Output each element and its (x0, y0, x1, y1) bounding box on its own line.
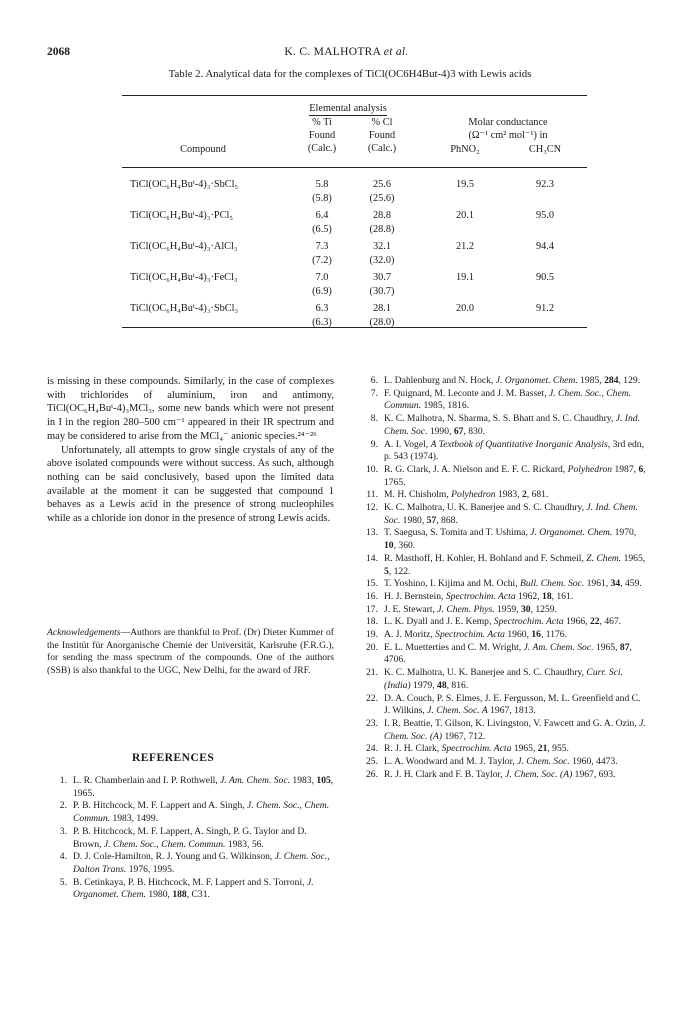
reference-number: 26. (366, 768, 378, 780)
reference-item (358, 464, 648, 489)
phno2-cell: 19.5 (455, 179, 475, 190)
reference-item (47, 877, 334, 902)
reference-item (358, 375, 648, 388)
reference-pages: , 1176. (540, 629, 567, 641)
reference-journal: J. Chem. Soc. (A) (505, 768, 573, 780)
cl-calc-cell: (30.7) (369, 286, 395, 297)
reference-number: 12. (366, 502, 378, 514)
reference-number: 14. (366, 552, 378, 564)
acknowledgements-title: Acknowledgements (47, 627, 121, 638)
reference-pages: , 1765. (384, 463, 646, 488)
reference-pages: , 360. (393, 540, 416, 552)
reference-item (358, 604, 648, 617)
reference-journal: J. Organomet. Chem. (530, 527, 613, 539)
reference-number: 8. (370, 413, 378, 425)
cl-found-cell: 28.8 (372, 210, 392, 221)
reference-year: 1965, (621, 552, 646, 564)
table-row (130, 209, 590, 240)
cl-found-cell: 28.1 (372, 303, 392, 314)
header-ch3cn: CH₃CN (528, 144, 562, 155)
ti-calc-cell: (6.5) (312, 224, 332, 235)
reference-number: 2. (59, 800, 67, 812)
reference-authors: R. J. H. Clark and F. B. Taylor, (384, 768, 506, 780)
ch3cn-cell: 92.3 (535, 179, 555, 190)
reference-journal: J. Organomet. Chem. (495, 375, 578, 386)
phno2-cell: 20.0 (455, 303, 475, 314)
reference-pages: , 4706. (384, 641, 632, 666)
reference-authors: R. Masthoff, H. Kohler, H. Bohland and F. Schmeil, (384, 552, 587, 564)
reference-journal: J. Ind. Chem. Soc. (384, 502, 638, 526)
reference-authors: R. G. Clark, J. A. Nielson and E. F. C. Rickard, (384, 463, 568, 475)
reference-authors: K. C. Malhotra, U. K. Banerjee and S. C. Chaudhry, (384, 502, 587, 514)
reference-pages: , 1259. (530, 603, 557, 615)
reference-number: 25. (366, 756, 378, 768)
reference-number: 9. (370, 438, 378, 450)
ti-calc-cell: (5.8) (312, 193, 332, 204)
reference-authors: T. Saegusa, S. Tomita and T. Ushima, (384, 527, 531, 539)
reference-authors: L. A. Woodward and M. J. Taylor, (384, 756, 518, 768)
ti-found-cell: 5.8 (315, 179, 329, 190)
reference-pages: , 955. (547, 743, 569, 755)
acknowledgements (47, 627, 334, 677)
cl-calc-cell: (32.0) (369, 255, 395, 266)
reference-number: 16. (366, 590, 378, 602)
reference-pages: , 868. (436, 514, 458, 526)
reference-item (358, 718, 648, 743)
reference-volume: 21 (537, 743, 548, 755)
reference-pages: , 681. (526, 489, 549, 501)
phno2-cell: 21.2 (455, 241, 475, 252)
reference-year: 1983, (290, 775, 317, 786)
reference-year: 1965, (593, 641, 620, 653)
reference-item (358, 769, 648, 782)
table-top-rule (122, 95, 587, 96)
reference-journal: J. Am. Chem. Soc. (523, 641, 594, 653)
reference-pages: , 830. (463, 425, 486, 437)
running-head-authors: K. C. MALHOTRA (284, 46, 381, 58)
cl-found-cell: 32.1 (372, 241, 392, 252)
reference-volume: 57 (426, 514, 437, 526)
reference-year: , 3rd edn, p. 543 (1974). (384, 438, 644, 463)
reference-item (358, 502, 648, 527)
table-row (130, 178, 590, 209)
reference-year: 1961, (584, 578, 611, 590)
reference-item (358, 591, 648, 604)
reference-item (358, 629, 648, 642)
reference-journal: J. Chem. Soc., Chem. Commun. (73, 800, 330, 825)
reference-journal: Polyhedron (567, 463, 613, 475)
reference-journal: Polyhedron (451, 489, 496, 501)
reference-authors: L. Dahlenburg and N. Hock, (384, 375, 496, 386)
reference-number: 7. (370, 387, 378, 399)
reference-volume: 18 (542, 590, 552, 602)
reference-authors: D. J. Cole-Hamilton, R. J. Young and G. Wilkinson, (73, 851, 275, 863)
reference-authors: F. Quignard, M. Leconte and J. M. Basset, (384, 387, 549, 399)
reference-year: 1983, 56. (225, 838, 264, 850)
reference-journal: Spectrochim. Acta (493, 616, 564, 628)
ti-found-cell: 6.3 (315, 303, 329, 314)
reference-authors: L. R. Chamberlain and I. P. Rothwell, (73, 775, 221, 786)
acknowledgements-text: —Authors are thankful to Prof. (Dr) Dieter Kummer of the Institüt für Anorganische Chemie der Universität, Karlsruhe (F.R.G.), for sending the mass spectrum of the compounds. One of the authors (SSB) is also thankful to the UGC, New Delhi, for the award of JRF. (47, 627, 334, 676)
paragraph: is missing in these compounds. Similarly, in the case of complexes with trichlorides of aluminium, iron and antimony, TiCl(OC₆H₄Buᵗ-4)₃MCl₃, some new bands which were not present in I in the region 280–500 cm⁻¹ appeared in their IR spectrum and may be considered to arise from the MCl₄⁻ anionic species.²⁴⁻²⁶ (47, 376, 334, 442)
reference-journal: J. Chem. Soc., Dalton Trans. (73, 851, 330, 875)
reference-year: 1960, (504, 629, 532, 641)
running-head-etal: et al. (383, 46, 409, 58)
references-right (358, 375, 648, 782)
table-row (130, 271, 590, 302)
reference-year: 1983, (495, 489, 522, 501)
reference-item (358, 743, 648, 756)
reference-item (358, 439, 648, 464)
reference-journal: J. Chem. Soc., Chem. Commun. (384, 387, 632, 412)
cl-calc-cell: (28.8) (369, 224, 395, 235)
reference-journal: Curr. Sci. (India) (384, 667, 623, 691)
reference-number: 3. (59, 825, 67, 837)
reference-authors: B. Cetinkaya, P. B. Hitchcock, M. F. Lappert and S. Torroni, (73, 876, 307, 888)
reference-authors: A. J. Moritz, (384, 629, 436, 641)
reference-item (358, 489, 648, 502)
reference-number: 10. (366, 463, 378, 475)
reference-pages: , 459. (620, 578, 642, 590)
reference-number: 17. (366, 603, 378, 615)
reference-year: 1966, (563, 616, 590, 628)
reference-authors: K. C. Malhotra, N. Sharma, S. S. Bhatt and S. C. Chaudhry, (384, 413, 616, 425)
reference-year: 1987, (612, 463, 639, 475)
references-title: REFERENCES (132, 752, 215, 764)
reference-authors: I. R. Beattie, T. Gilson, K. Livingston, V. Fawcett and G. A. Ozin, (384, 717, 640, 729)
reference-year: 1959, (494, 603, 521, 615)
reference-number: 22. (366, 692, 378, 704)
reference-year: 1985, 1816. (421, 400, 470, 412)
page-number: 2068 (47, 46, 70, 58)
reference-volume: 48 (437, 679, 447, 691)
reference-volume: 10 (384, 540, 394, 552)
reference-pages: , 161. (551, 590, 574, 602)
reference-pages: , 1965. (73, 775, 334, 799)
body-text (47, 375, 334, 526)
compound-cell: TiCl(OC₆H₄Buᵗ-4)₃·FeCl₃ (130, 272, 238, 283)
reference-number: 1. (59, 775, 67, 786)
reference-volume: 87 (619, 641, 630, 653)
reference-volume: 188 (172, 889, 187, 901)
reference-number: 23. (366, 717, 378, 729)
reference-number: 18. (366, 616, 378, 628)
paragraph: Unfortunately, all attempts to grow single crystals of any of the above isolated compounds were without success. As such, although nothing can be said conclusively, based upon the limited data available at the moment it can be suggested that compound 1 behaves as a Lewis acid in the presence of strong nucleophiles while as a chloride ion donor in the presence of strong Lewis acids. (47, 444, 334, 525)
reference-volume: 6 (638, 463, 644, 475)
reference-year: 1967, 712. (442, 730, 486, 742)
reference-number: 20. (366, 641, 378, 653)
compound-cell: TiCl(OC₆H₄Buᵗ-4)₃·PCl₅ (130, 210, 233, 221)
header-molar-conductance: Molar conductance (Ω⁻¹ cm² mol⁻¹) in (468, 117, 548, 141)
reference-year: 1985, (577, 375, 605, 386)
reference-item (47, 851, 334, 876)
ti-calc-cell: (6.9) (312, 286, 332, 297)
reference-year: 1962, (515, 590, 543, 602)
reference-volume: 30 (520, 603, 531, 615)
reference-year: 1980, (145, 889, 173, 901)
reference-authors: E. L. Muetterties and C. M. Wright, (384, 641, 524, 653)
header-phno2: PhNO₂ (450, 144, 480, 155)
cl-calc-cell: (25.6) (369, 193, 395, 204)
reference-authors: P. B. Hitchcock, M. F. Lappert and A. Singh, (73, 800, 248, 812)
reference-item (358, 616, 648, 629)
reference-item (358, 388, 648, 413)
reference-journal: Spectrochim. Acta (435, 629, 505, 641)
reference-volume: 5 (384, 565, 389, 577)
reference-journal: J. Organomet. Chem. (73, 876, 314, 901)
reference-number: 15. (366, 578, 378, 590)
phno2-cell: 19.1 (455, 272, 475, 283)
reference-item (358, 553, 648, 578)
reference-pages: , 129. (618, 375, 641, 386)
ch3cn-cell: 94.4 (535, 241, 555, 252)
reference-number: 6. (370, 375, 378, 386)
reference-volume: 67 (453, 425, 464, 437)
compound-cell: TiCl(OC₆H₄Buᵗ-4)₃·SbCl₃ (130, 303, 239, 314)
reference-year: 1960, 4473. (569, 756, 618, 768)
ti-calc-cell: (7.2) (312, 255, 332, 266)
ti-found-cell: 6.4 (315, 210, 329, 221)
compound-cell: TiCl(OC₆H₄Buᵗ-4)₃·SbCl₅ (130, 179, 239, 190)
reference-authors: M. H. Chisholm, (384, 489, 452, 501)
reference-journal: Spectrochim. Acta (445, 590, 516, 602)
references-left (47, 775, 334, 902)
phno2-cell: 20.1 (455, 210, 475, 221)
reference-journal: A Textbook of Quantitative Inorganic Analysis (430, 438, 608, 450)
reference-volume: 22 (589, 616, 600, 628)
table-caption: Table 2. Analytical data for the complexes of TiCl(OC6H4But-4)3 with Lewis acids (168, 68, 532, 80)
reference-year: 1990, (427, 425, 454, 437)
reference-journal: J. Chem. Phys. (437, 603, 495, 615)
reference-journal: J. Chem. Soc. (A) (384, 717, 646, 742)
reference-journal: J. Chem. Soc., Chem. Commun. (103, 838, 226, 850)
reference-journal: J. Ind. Chem. Soc. (384, 413, 640, 437)
reference-item (47, 775, 334, 800)
reference-volume: 105 (316, 775, 331, 786)
header-compound: Compound (180, 144, 226, 155)
running-head (0, 46, 693, 58)
reference-volume: 284 (604, 375, 619, 386)
reference-year: 1983, 1499. (110, 813, 159, 825)
reference-item (358, 756, 648, 769)
header-ti: % Ti Found (Calc.) (307, 117, 337, 154)
cl-found-cell: 30.7 (372, 272, 392, 283)
ch3cn-cell: 90.5 (535, 272, 555, 283)
cl-calc-cell: (28.0) (369, 317, 395, 328)
reference-number: 24. (366, 743, 378, 755)
reference-authors: D. A. Couch, P. S. Elmes, J. E. Fergusson, M. L. Greenfield and C. J. Wilkins, (384, 692, 641, 717)
reference-authors: R. J. H. Clark, (384, 743, 442, 755)
reference-journal: J. Chem. Soc. (517, 756, 570, 768)
cl-found-cell: 25.6 (372, 179, 392, 190)
reference-volume: 16 (531, 629, 541, 641)
reference-journal: Spectrochim. Acta (441, 743, 512, 755)
reference-pages: , 467. (599, 616, 622, 628)
reference-item (358, 693, 648, 718)
table-row (130, 240, 590, 271)
reference-year: 1967, 1813. (487, 705, 536, 717)
reference-year: 1967, 693. (572, 768, 616, 780)
reference-year: 1965, (511, 743, 538, 755)
ch3cn-cell: 91.2 (535, 303, 555, 314)
reference-number: 21. (366, 667, 378, 679)
reference-item (358, 642, 648, 667)
reference-authors: H. J. Bernstein, (384, 590, 446, 602)
reference-item (358, 578, 648, 591)
reference-item (47, 800, 334, 825)
ti-found-cell: 7.3 (315, 241, 329, 252)
reference-pages: , 122. (388, 565, 411, 577)
reference-journal: J. Am. Chem. Soc. (220, 775, 290, 786)
header-elemental-analysis: Elemental analysis (309, 103, 387, 114)
reference-volume: 34 (610, 578, 621, 590)
table-row (130, 302, 590, 333)
reference-pages: , 816. (446, 679, 469, 691)
table-body (130, 178, 590, 333)
reference-number: 4. (59, 851, 67, 863)
reference-journal: Bull. Chem. Soc. (520, 578, 585, 590)
reference-number: 13. (366, 527, 378, 539)
ch3cn-cell: 95.0 (535, 210, 555, 221)
reference-item (358, 527, 648, 552)
reference-journal: Z. Chem. (586, 552, 622, 564)
table-header-rule (122, 167, 587, 168)
reference-year: 1979, (410, 679, 438, 691)
reference-item (47, 826, 334, 851)
reference-pages: , C31. (186, 889, 210, 901)
compound-cell: TiCl(OC₆H₄Buᵗ-4)₃·AlCl₃ (130, 241, 238, 252)
reference-item (358, 667, 648, 692)
reference-volume: 2 (521, 489, 527, 501)
reference-authors: A. I. Vogel, (384, 438, 431, 450)
reference-item (358, 413, 648, 438)
reference-authors: P. B. Hitchcock, M. F. Lappert, A. Singh, P. G. Taylor and D. Brown, (73, 825, 307, 850)
reference-year: 1970, (612, 527, 637, 539)
reference-year: 1976, 1995. (126, 863, 175, 875)
ti-calc-cell: (6.3) (312, 317, 332, 328)
reference-authors: T. Yoshino, I. Kijima and M. Ochi, (384, 578, 520, 590)
reference-journal: J. Chem. Soc. A (427, 705, 488, 717)
reference-authors: L. K. Dyall and J. E. Kemp, (384, 616, 494, 628)
reference-authors: K. C. Malhotra, U. K. Banerjee and S. C. Chaudhry, (384, 667, 587, 679)
reference-number: 19. (366, 629, 378, 641)
ti-found-cell: 7.0 (315, 272, 329, 283)
reference-authors: J. E. Stewart, (384, 603, 438, 615)
header-cl: % Cl Found (Calc.) (367, 117, 397, 154)
reference-number: 5. (59, 876, 67, 888)
reference-year: 1980, (400, 514, 427, 526)
reference-number: 11. (366, 489, 378, 501)
